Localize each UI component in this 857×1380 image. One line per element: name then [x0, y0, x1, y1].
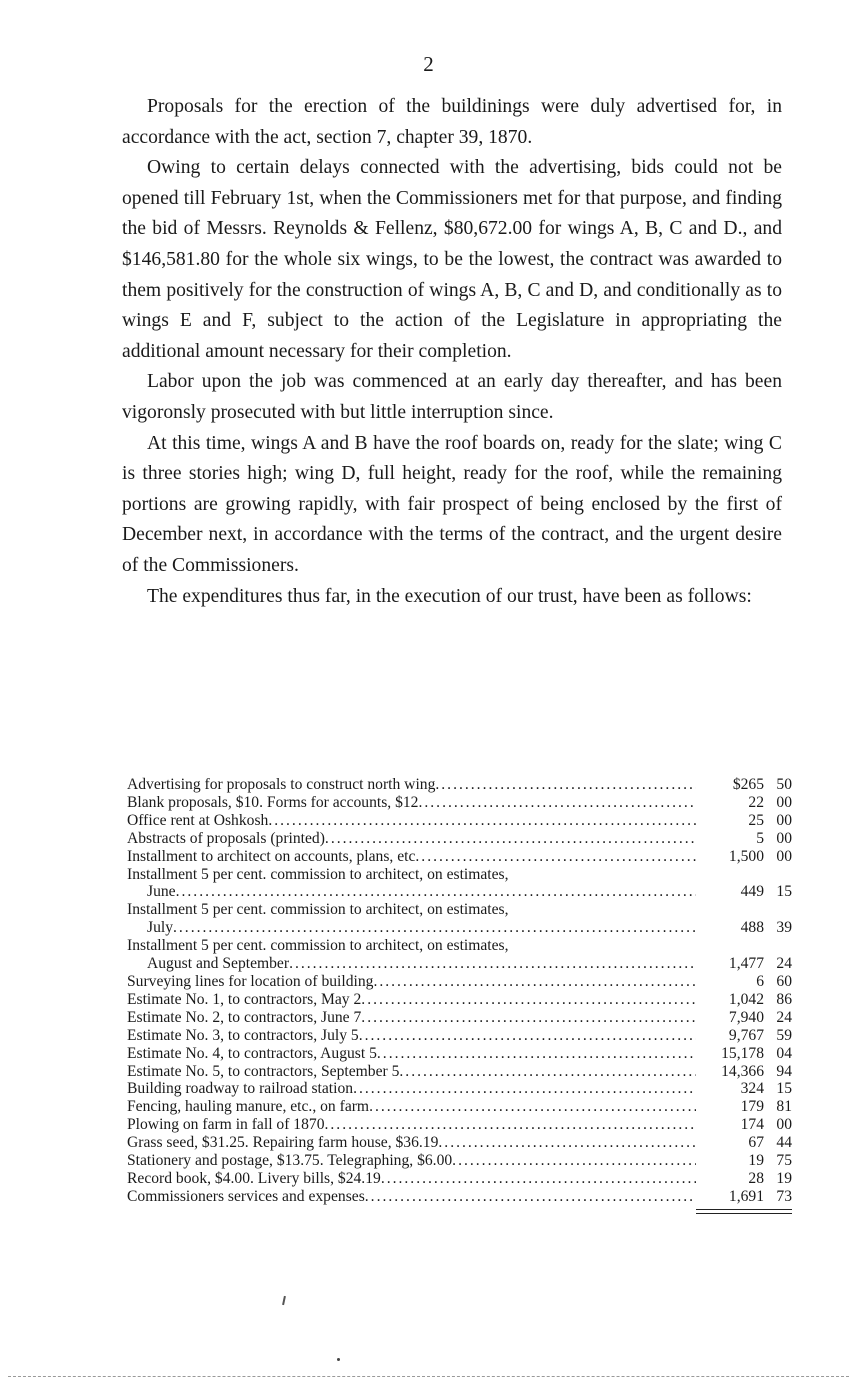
expense-line	[127, 812, 696, 830]
dot-leader	[173, 919, 696, 937]
expense-amount	[696, 1170, 792, 1188]
expense-description	[127, 1134, 696, 1152]
amount-cents: 00	[776, 847, 792, 865]
expense-row	[127, 973, 792, 991]
amount-cents: 39	[776, 919, 792, 937]
expense-amount	[696, 1027, 792, 1045]
expense-label: Advertising for proposals to construct north wing	[127, 776, 436, 793]
page-number: 2	[423, 52, 434, 76]
expense-label: Installment to architect on accounts, plans, etc	[127, 847, 416, 865]
expense-description	[127, 866, 696, 902]
expenditure-table	[127, 776, 792, 1214]
dot-leader	[325, 1116, 697, 1134]
expense-line	[127, 794, 696, 812]
expense-line	[127, 901, 696, 919]
amount-dollars: 1,500	[728, 847, 764, 865]
expense-row	[127, 1080, 792, 1098]
expense-amount	[696, 883, 792, 901]
expense-description	[127, 1152, 696, 1170]
expense-amount	[696, 991, 792, 1009]
page-edge-rule	[8, 1376, 849, 1377]
amount-dollars: 9,767	[728, 1026, 764, 1044]
expense-row	[127, 866, 792, 902]
expense-row	[127, 812, 792, 830]
expense-line	[127, 919, 696, 937]
expense-label: June	[147, 883, 176, 901]
expense-amount	[696, 1080, 792, 1098]
expense-line	[127, 866, 696, 884]
paragraph: Labor upon the job was commenced at an early day thereafter, and has been vigoronsly prosecuted with but little interruption since.	[122, 371, 782, 423]
amount-dollars: 6	[756, 972, 764, 990]
amount-cents: 50	[776, 776, 792, 793]
expense-label: Building roadway to railroad station	[127, 1080, 354, 1098]
amount-cents: 04	[776, 1044, 792, 1062]
amount-dollars: 19	[748, 1152, 764, 1170]
expense-label: Estimate No. 4, to contractors, August 5	[127, 1044, 377, 1062]
amount-dollars: 1,477	[728, 955, 764, 973]
expense-row	[127, 991, 792, 1009]
expense-label: Installment 5 per cent. commission to architect, on estimates,	[127, 937, 509, 955]
amount-dollars: $265	[732, 776, 764, 793]
amount-cents: 44	[776, 1134, 792, 1152]
amount-dollars: 15,178	[721, 1044, 764, 1062]
expense-label: Commissioners services and expenses	[127, 1187, 365, 1205]
dot-leader	[268, 812, 696, 830]
dot-leader	[418, 794, 696, 812]
expense-description	[127, 1063, 696, 1081]
expense-amount	[696, 830, 792, 848]
amount-dollars: 1,691	[728, 1187, 764, 1205]
expense-amount	[696, 794, 792, 812]
expense-amount	[696, 848, 792, 866]
expense-label: Record book, $4.00. Livery bills, $24.19	[127, 1169, 381, 1187]
dot-leader	[365, 1188, 696, 1206]
expense-row	[127, 937, 792, 973]
expense-label: Installment 5 per cent. commission to architect, on estimates,	[127, 901, 509, 919]
expense-label: Stationery and postage, $13.75. Telegraphing, $6.00	[127, 1152, 453, 1170]
expense-description	[127, 1027, 696, 1045]
amount-dollars: 67	[748, 1134, 764, 1152]
amount-cents: 59	[776, 1026, 792, 1044]
expense-row	[127, 776, 792, 794]
expense-label: Estimate No. 2, to contractors, June 7	[127, 1008, 362, 1026]
expense-row	[127, 1188, 792, 1206]
expense-line	[127, 1134, 696, 1152]
expense-description	[127, 901, 696, 937]
expense-description	[127, 812, 696, 830]
expense-line	[127, 1063, 696, 1081]
dot-leader	[359, 1027, 696, 1045]
expense-line	[127, 1116, 696, 1134]
dot-leader	[399, 1063, 696, 1081]
expense-amount	[696, 1045, 792, 1063]
amount-cents: 81	[776, 1098, 792, 1116]
amount-cents: 19	[776, 1169, 792, 1187]
expense-line	[127, 973, 696, 991]
amount-cents: 00	[776, 793, 792, 811]
amount-cents: 00	[776, 829, 792, 847]
expense-description	[127, 1009, 696, 1027]
amount-dollars: 5	[756, 829, 764, 847]
expense-amount	[696, 1188, 792, 1206]
expense-label: Blank proposals, $10. Forms for accounts, $12	[127, 793, 419, 811]
expense-description	[127, 973, 696, 991]
expense-amount	[696, 973, 792, 991]
body-text	[122, 92, 782, 612]
amount-dollars: 14,366	[721, 1062, 764, 1080]
stray-speck	[337, 1358, 340, 1361]
expense-label: August and September	[147, 955, 290, 973]
expense-amount	[696, 812, 792, 830]
amount-dollars: 449	[740, 883, 764, 901]
expense-row	[127, 1152, 792, 1170]
expense-description	[127, 991, 696, 1009]
expense-line	[127, 955, 696, 973]
expense-amount	[696, 919, 792, 937]
dot-leader	[289, 955, 696, 973]
dot-leader	[361, 991, 696, 1009]
dot-leader	[452, 1152, 696, 1170]
dot-leader	[415, 848, 696, 866]
amount-dollars: 25	[748, 811, 764, 829]
dot-leader	[377, 1045, 696, 1063]
amount-cents: 15	[776, 1080, 792, 1098]
amount-cents: 24	[776, 1008, 792, 1026]
expense-label: Estimate No. 5, to contractors, September 5	[127, 1062, 400, 1080]
total-double-rule	[696, 1209, 792, 1214]
expense-row	[127, 830, 792, 848]
expense-line	[127, 883, 696, 901]
amount-cents: 00	[776, 811, 792, 829]
expense-label: Office rent at Oshkosh	[127, 811, 269, 829]
expense-row	[127, 1063, 792, 1081]
dot-leader	[176, 883, 696, 901]
expense-row	[127, 794, 792, 812]
dot-leader	[369, 1098, 696, 1116]
expense-line	[127, 1009, 696, 1027]
expense-label: Installment 5 per cent. commission to architect, on estimates,	[127, 865, 509, 883]
expense-label: Plowing on farm in fall of 1870	[127, 1116, 325, 1134]
dot-leader	[435, 776, 696, 794]
expense-label: Surveying lines for location of building	[127, 972, 374, 990]
dot-leader	[373, 973, 696, 991]
amount-cents: 00	[776, 1116, 792, 1134]
amount-cents: 73	[776, 1187, 792, 1205]
dot-leader	[381, 1170, 696, 1188]
expense-line	[127, 848, 696, 866]
dot-leader	[438, 1134, 696, 1152]
amount-dollars: 324	[740, 1080, 764, 1098]
expense-label: Fencing, hauling manure, etc., on farm	[127, 1098, 370, 1116]
expense-row	[127, 1009, 792, 1027]
stray-mark	[282, 1296, 286, 1305]
amount-dollars: 179	[740, 1098, 764, 1116]
expense-description	[127, 1116, 696, 1134]
amount-dollars: 22	[748, 793, 764, 811]
expense-description	[127, 1170, 696, 1188]
paragraph: Proposals for the erection of the buildinings were duly advertised for, in accordance with the act, section 7, chapter 39, 1870.	[122, 96, 782, 148]
expense-row	[127, 1045, 792, 1063]
expense-row	[127, 1170, 792, 1188]
expense-description	[127, 776, 696, 794]
dot-leader	[325, 830, 696, 848]
expense-amount	[696, 1009, 792, 1027]
expense-line	[127, 1045, 696, 1063]
expense-description	[127, 1080, 696, 1098]
amount-dollars: 174	[740, 1116, 764, 1134]
expense-label: Abstracts of proposals (printed)	[127, 829, 325, 847]
expense-line	[127, 991, 696, 1009]
expense-label: Estimate No. 3, to contractors, July 5	[127, 1026, 359, 1044]
expense-row	[127, 1134, 792, 1152]
amount-dollars: 488	[740, 919, 764, 937]
expense-description	[127, 830, 696, 848]
expense-line	[127, 776, 696, 794]
expense-row	[127, 901, 792, 937]
amount-cents: 75	[776, 1152, 792, 1170]
expense-line	[127, 937, 696, 955]
expense-amount	[696, 1098, 792, 1116]
expense-description	[127, 1045, 696, 1063]
expense-amount	[696, 1063, 792, 1081]
expense-amount	[696, 1134, 792, 1152]
expense-line	[127, 1098, 696, 1116]
amount-dollars: 7,940	[728, 1008, 764, 1026]
expense-line	[127, 1152, 696, 1170]
dot-leader	[361, 1009, 696, 1027]
expense-label: Estimate No. 1, to contractors, May 2	[127, 990, 362, 1008]
expense-amount	[696, 955, 792, 973]
amount-cents: 94	[776, 1062, 792, 1080]
paragraph: The expenditures thus far, in the execution of our trust, have been as follows:	[147, 585, 752, 607]
expense-label: Grass seed, $31.25. Repairing farm house, $36.19	[127, 1134, 439, 1152]
expense-amount	[696, 776, 792, 794]
expense-row	[127, 848, 792, 866]
expense-line	[127, 1027, 696, 1045]
expense-description	[127, 794, 696, 812]
expense-description	[127, 848, 696, 866]
expense-amount	[696, 1152, 792, 1170]
expense-line	[127, 830, 696, 848]
dot-leader	[353, 1080, 696, 1098]
expense-row	[127, 1098, 792, 1116]
expense-label: July	[147, 919, 173, 937]
expense-description	[127, 1098, 696, 1116]
paragraph: Owing to certain delays connected with the advertising, bids could not be opened till February 1st, when the Commissioners met for that purpose, and finding the bid of Messrs. Reynolds & Fellenz, $80,672.00 for wings A, B, C and D., and $146,581.80 for the whole six wings, to be the lowest, the contract was awarded to them positively for the construction of wings A, B, C and D, and conditionally as to wings E and F, subject to the action of the Legislature in appropriating the additional amount necessary for their completion.	[122, 157, 782, 362]
expense-line	[127, 1080, 696, 1098]
expense-amount	[696, 1116, 792, 1134]
expense-description	[127, 937, 696, 973]
amount-cents: 60	[776, 972, 792, 990]
expense-row	[127, 1027, 792, 1045]
amount-cents: 24	[776, 955, 792, 973]
expense-description	[127, 1188, 696, 1206]
expense-line	[127, 1170, 696, 1188]
amount-dollars: 1,042	[728, 990, 764, 1008]
amount-cents: 86	[776, 990, 792, 1008]
expense-line	[127, 1188, 696, 1206]
amount-dollars: 28	[748, 1169, 764, 1187]
paragraph: At this time, wings A and B have the roof boards on, ready for the slate; wing C is three stories high; wing D, full height, ready for the roof, while the remaining portions are growing rapidly, with fair prospect of being enclosed by the first of December next, in accordance with the terms of the contract, and the urgent desire of the Commissioners.	[122, 432, 782, 576]
expense-row	[127, 1116, 792, 1134]
amount-cents: 15	[776, 883, 792, 901]
